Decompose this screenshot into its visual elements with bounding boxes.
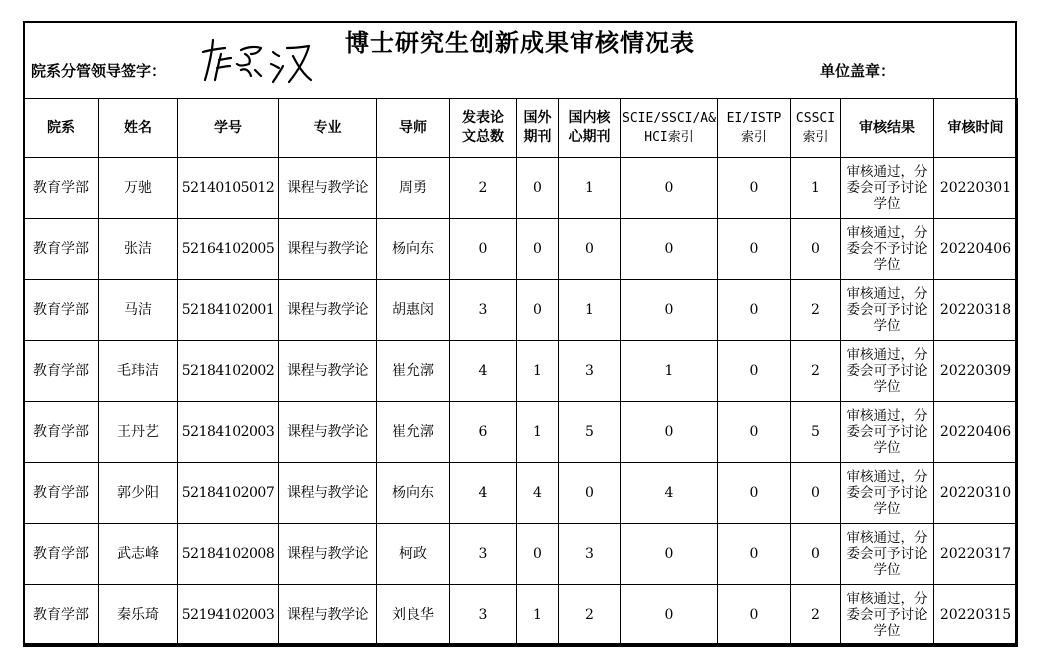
cssci-index-cell: 0 bbox=[791, 463, 841, 524]
ei-index-cell: 0 bbox=[718, 341, 791, 402]
review-result-cell: 审核通过，分委会可予讨论学位 bbox=[841, 463, 934, 524]
major-cell: 课程与教学论 bbox=[279, 341, 377, 402]
total-papers-cell: 4 bbox=[450, 341, 517, 402]
cssci-index-cell: 1 bbox=[791, 158, 841, 219]
review-date-cell: 20220406 bbox=[934, 219, 1018, 280]
table-row bbox=[24, 158, 1018, 219]
review-date-cell: 20220310 bbox=[934, 463, 1018, 524]
cssci-index-cell: 5 bbox=[791, 402, 841, 463]
major-cell: 课程与教学论 bbox=[279, 402, 377, 463]
student-id-cell: 52194102003 bbox=[178, 585, 279, 647]
dept-cell: 教育学部 bbox=[24, 280, 99, 341]
review-result-cell: 审核通过，分委会可予讨论学位 bbox=[841, 158, 934, 219]
dept-cell: 教育学部 bbox=[24, 341, 99, 402]
advisor-cell: 胡惠闵 bbox=[377, 280, 450, 341]
ei-index-cell: 0 bbox=[718, 463, 791, 524]
major-cell: 课程与教学论 bbox=[279, 463, 377, 524]
advisor-cell: 周勇 bbox=[377, 158, 450, 219]
dept-cell: 教育学部 bbox=[24, 158, 99, 219]
core-journals-cell: 0 bbox=[559, 219, 621, 280]
name-cell: 毛玮洁 bbox=[99, 341, 178, 402]
total-papers-cell: 3 bbox=[450, 585, 517, 647]
foreign-journals-cell: 1 bbox=[517, 341, 559, 402]
cssci-index-cell: 2 bbox=[791, 585, 841, 647]
major-cell: 课程与教学论 bbox=[279, 280, 377, 341]
table-row bbox=[24, 524, 1018, 585]
core-journals-cell: 3 bbox=[559, 341, 621, 402]
scie-index-cell: 0 bbox=[621, 524, 718, 585]
cssci-index-cell: 0 bbox=[791, 524, 841, 585]
ei-index-cell: 0 bbox=[718, 524, 791, 585]
student-id-cell: 52184102003 bbox=[178, 402, 279, 463]
student-id-cell: 52184102002 bbox=[178, 341, 279, 402]
ei-index-cell: 0 bbox=[718, 158, 791, 219]
header-ei-index: EI/ISTP索引 bbox=[718, 99, 791, 158]
core-journals-cell: 0 bbox=[559, 463, 621, 524]
core-journals-cell: 2 bbox=[559, 585, 621, 647]
total-papers-cell: 4 bbox=[450, 463, 517, 524]
dept-cell: 教育学部 bbox=[24, 402, 99, 463]
advisor-cell: 崔允漷 bbox=[377, 402, 450, 463]
foreign-journals-cell: 1 bbox=[517, 585, 559, 647]
table-row bbox=[24, 280, 1018, 341]
dept-cell: 教育学部 bbox=[24, 463, 99, 524]
name-cell: 万驰 bbox=[99, 158, 178, 219]
core-journals-cell: 1 bbox=[559, 158, 621, 219]
review-date-cell: 20220309 bbox=[934, 341, 1018, 402]
advisor-cell: 杨向东 bbox=[377, 219, 450, 280]
header-review-date: 审核时间 bbox=[934, 99, 1018, 158]
review-date-cell: 20220406 bbox=[934, 402, 1018, 463]
review-result-cell: 审核通过，分委会可予讨论学位 bbox=[841, 524, 934, 585]
header-advisor: 导师 bbox=[377, 99, 450, 158]
table-row bbox=[24, 219, 1018, 280]
header-name: 姓名 bbox=[99, 99, 178, 158]
total-papers-cell: 3 bbox=[450, 524, 517, 585]
review-result-cell: 审核通过，分委会可予讨论学位 bbox=[841, 280, 934, 341]
foreign-journals-cell: 4 bbox=[517, 463, 559, 524]
review-result-cell: 审核通过，分委会可予讨论学位 bbox=[841, 585, 934, 647]
student-id-cell: 52184102008 bbox=[178, 524, 279, 585]
header-total-papers: 发表论文总数 bbox=[450, 99, 517, 158]
table-row bbox=[24, 463, 1018, 524]
review-result-cell: 审核通过，分委会可予讨论学位 bbox=[841, 402, 934, 463]
scie-index-cell: 4 bbox=[621, 463, 718, 524]
page-title: 博士研究生创新成果审核情况表 bbox=[345, 29, 695, 57]
foreign-journals-cell: 0 bbox=[517, 280, 559, 341]
advisor-cell: 刘良华 bbox=[377, 585, 450, 647]
cssci-index-cell: 2 bbox=[791, 341, 841, 402]
major-cell: 课程与教学论 bbox=[279, 219, 377, 280]
cssci-index-cell: 0 bbox=[791, 219, 841, 280]
major-cell: 课程与教学论 bbox=[279, 585, 377, 647]
table-row bbox=[24, 341, 1018, 402]
header-cssci-index: CSSCI索引 bbox=[791, 99, 841, 158]
advisor-cell: 杨向东 bbox=[377, 463, 450, 524]
student-id-cell: 52140105012 bbox=[178, 158, 279, 219]
core-journals-cell: 3 bbox=[559, 524, 621, 585]
total-papers-cell: 3 bbox=[450, 280, 517, 341]
scie-index-cell: 1 bbox=[621, 341, 718, 402]
review-date-cell: 20220315 bbox=[934, 585, 1018, 647]
total-papers-cell: 0 bbox=[450, 219, 517, 280]
advisor-cell: 崔允漷 bbox=[377, 341, 450, 402]
leader-signature-label: 院系分管领导签字： bbox=[31, 62, 167, 80]
header-student-id: 学号 bbox=[178, 99, 279, 158]
handwritten-signature bbox=[195, 30, 315, 90]
name-cell: 秦乐琦 bbox=[99, 585, 178, 647]
ei-index-cell: 0 bbox=[718, 280, 791, 341]
name-cell: 武志峰 bbox=[99, 524, 178, 585]
scie-index-cell: 0 bbox=[621, 402, 718, 463]
header-core-journals: 国内核心期刊 bbox=[559, 99, 621, 158]
unit-seal-label: 单位盖章： bbox=[820, 62, 896, 80]
review-result-cell: 审核通过，分委会不予讨论学位 bbox=[841, 219, 934, 280]
foreign-journals-cell: 1 bbox=[517, 402, 559, 463]
cssci-index-cell: 2 bbox=[791, 280, 841, 341]
header-major: 专业 bbox=[279, 99, 377, 158]
total-papers-cell: 2 bbox=[450, 158, 517, 219]
dept-cell: 教育学部 bbox=[24, 524, 99, 585]
scie-index-cell: 0 bbox=[621, 280, 718, 341]
ei-index-cell: 0 bbox=[718, 219, 791, 280]
total-papers-cell: 6 bbox=[450, 402, 517, 463]
student-id-cell: 52164102005 bbox=[178, 219, 279, 280]
foreign-journals-cell: 0 bbox=[517, 158, 559, 219]
name-cell: 张洁 bbox=[99, 219, 178, 280]
review-table bbox=[23, 98, 1018, 647]
major-cell: 课程与教学论 bbox=[279, 158, 377, 219]
header-dept: 院系 bbox=[24, 99, 99, 158]
name-cell: 马洁 bbox=[99, 280, 178, 341]
header-row bbox=[24, 99, 1018, 158]
scie-index-cell: 0 bbox=[621, 585, 718, 647]
ei-index-cell: 0 bbox=[718, 402, 791, 463]
name-cell: 王丹艺 bbox=[99, 402, 178, 463]
student-id-cell: 52184102007 bbox=[178, 463, 279, 524]
major-cell: 课程与教学论 bbox=[279, 524, 377, 585]
table-row bbox=[24, 585, 1018, 647]
review-date-cell: 20220301 bbox=[934, 158, 1018, 219]
table-row bbox=[24, 402, 1018, 463]
review-date-cell: 20220318 bbox=[934, 280, 1018, 341]
header-review-result: 审核结果 bbox=[841, 99, 934, 158]
student-id-cell: 52184102001 bbox=[178, 280, 279, 341]
name-cell: 郭少阳 bbox=[99, 463, 178, 524]
dept-cell: 教育学部 bbox=[24, 219, 99, 280]
header-foreign-journals: 国外期刊 bbox=[517, 99, 559, 158]
scie-index-cell: 0 bbox=[621, 158, 718, 219]
review-result-cell: 审核通过，分委会可予讨论学位 bbox=[841, 341, 934, 402]
advisor-cell: 柯政 bbox=[377, 524, 450, 585]
scie-index-cell: 0 bbox=[621, 219, 718, 280]
core-journals-cell: 1 bbox=[559, 280, 621, 341]
foreign-journals-cell: 0 bbox=[517, 219, 559, 280]
ei-index-cell: 0 bbox=[718, 585, 791, 647]
dept-cell: 教育学部 bbox=[24, 585, 99, 647]
core-journals-cell: 5 bbox=[559, 402, 621, 463]
header-scie-index: SCIE/SSCI/A&HCI索引 bbox=[621, 99, 718, 158]
foreign-journals-cell: 0 bbox=[517, 524, 559, 585]
review-date-cell: 20220317 bbox=[934, 524, 1018, 585]
